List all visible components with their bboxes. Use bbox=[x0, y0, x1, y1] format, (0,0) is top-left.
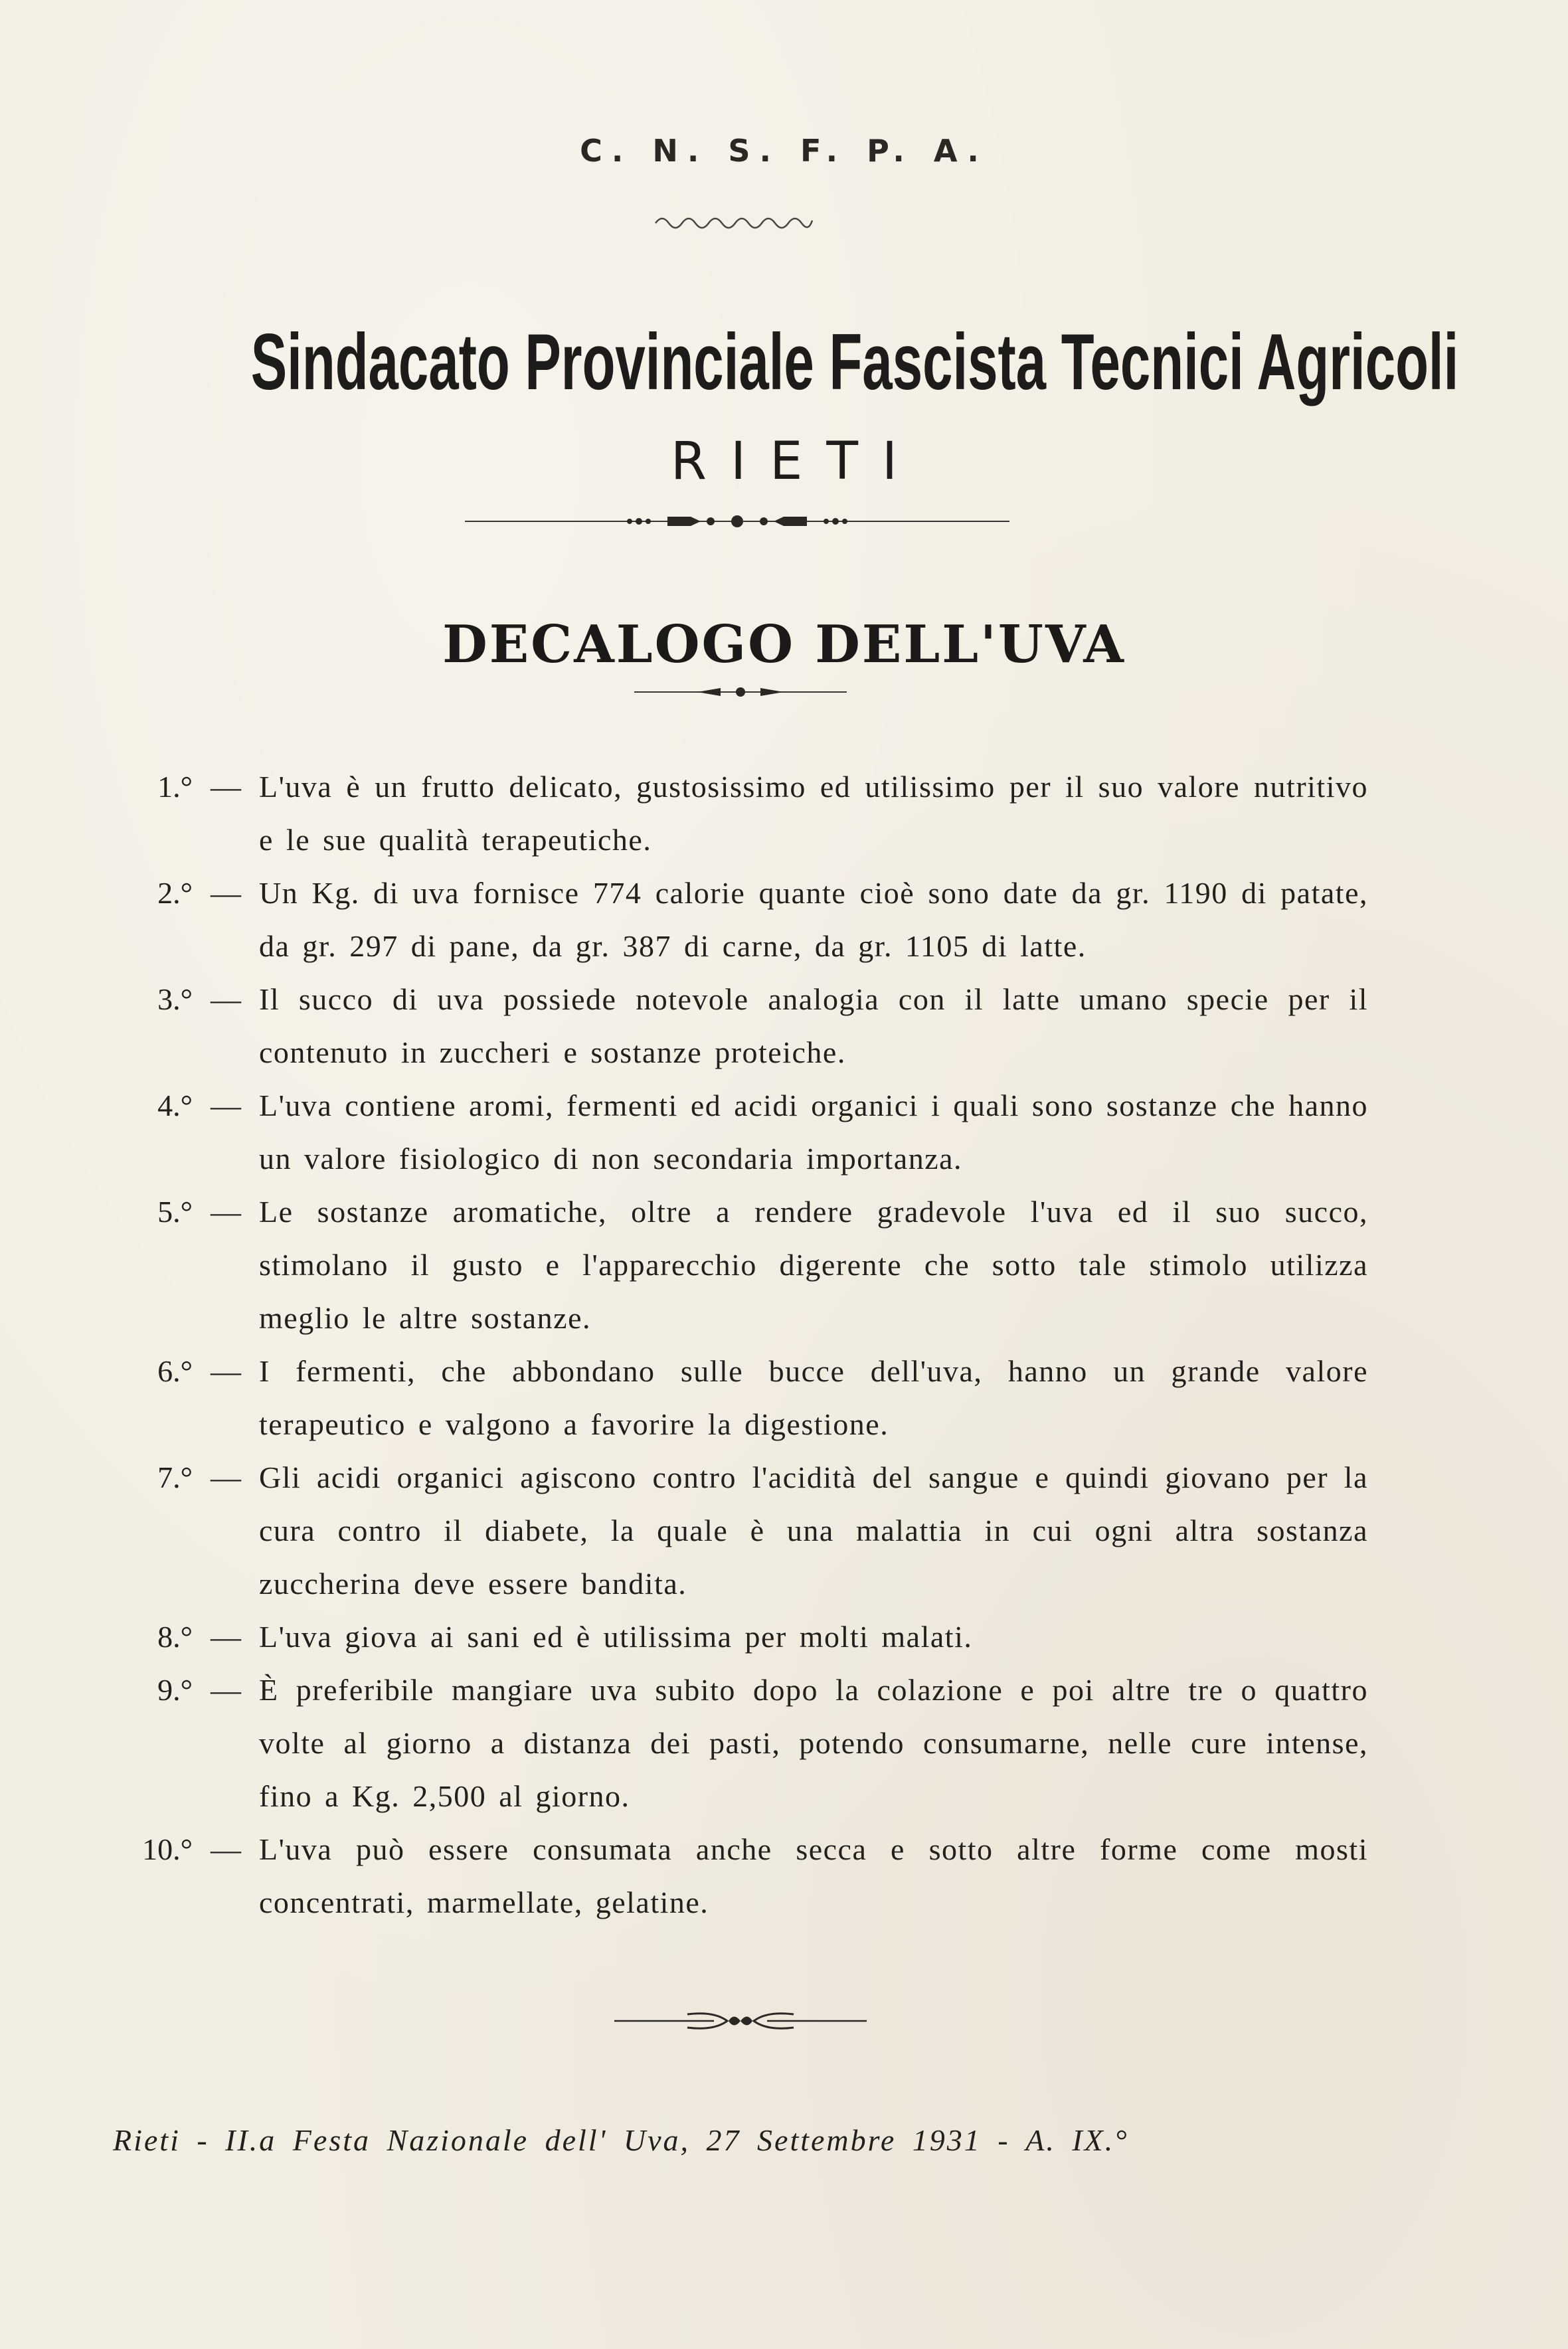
item-text: L'uva è un frutto delicato, gustosissimo ed utilissimo per il suo valore nutritivo e le sue qualità terapeutiche. bbox=[259, 770, 1368, 857]
item-dash: — bbox=[211, 1620, 241, 1654]
item-text: L'uva contiene aromi, fermenti ed acidi organici i quali sono sostanze che hanno un valore fisiologico di non secondaria importanza. bbox=[259, 1088, 1368, 1175]
footer-dateline: Rieti - II.a Festa Nazionale dell' Uva, 27 Settembre 1931 - A. IX.° bbox=[113, 2123, 1129, 2157]
rule-dot bbox=[707, 517, 715, 525]
item-number: 10.° bbox=[142, 1832, 193, 1866]
item-dash: — bbox=[211, 982, 241, 1016]
item-number: 3.° bbox=[157, 982, 193, 1016]
decalogue-list bbox=[100, 760, 1368, 1929]
list-item bbox=[100, 760, 1368, 867]
list-item bbox=[100, 867, 1368, 973]
item-text: L'uva giova ai sani ed è utilissima per molti malati. bbox=[259, 1620, 973, 1654]
item-text: L'uva può essere consumata anche secca e sotto altre forme come mosti concentrati, marmellate, gelatine. bbox=[259, 1832, 1368, 1919]
item-number: 1.° bbox=[157, 770, 193, 804]
item-text: I fermenti, che abbondano sulle bucce dell'uva, hanno un grande valore terapeutico e valgono a favorire la digestione. bbox=[259, 1354, 1368, 1441]
item-number: 6.° bbox=[157, 1354, 193, 1388]
list-item bbox=[100, 1451, 1368, 1610]
wave-ornament bbox=[654, 211, 814, 231]
list-item bbox=[100, 1664, 1368, 1823]
rule-dot bbox=[760, 517, 768, 525]
arrow-ornament bbox=[634, 684, 847, 700]
rule-ornament bbox=[465, 511, 1009, 531]
item-dash: — bbox=[211, 876, 241, 910]
list-item bbox=[100, 1079, 1368, 1185]
item-number: 8.° bbox=[157, 1620, 193, 1654]
item-text: Le sostanze aromatiche, oltre a rendere gradevole l'uva ed il suo succo, stimolano il gusto e l'apparecchio digerente che sotto tale stimolo utilizza meglio le altre sostanze. bbox=[259, 1195, 1368, 1335]
item-number: 9.° bbox=[157, 1673, 193, 1707]
city-name: RIETI bbox=[670, 432, 922, 491]
item-text: È preferibile mangiare uva subito dopo la colazione e poi altre tre o quattro volte al giorno a distanza dei pasti, potendo consumarne, nelle cure intense, fino a Kg. 2,500 al giorno. bbox=[259, 1673, 1368, 1813]
item-number: 4.° bbox=[157, 1088, 193, 1122]
list-item bbox=[100, 973, 1368, 1079]
rule-dot bbox=[636, 518, 642, 525]
item-dash: — bbox=[211, 1460, 241, 1494]
item-dash: — bbox=[211, 1354, 241, 1388]
list-item bbox=[100, 1345, 1368, 1451]
union-title: Sindacato Provinciale Fascista Tecnici Agricoli bbox=[250, 317, 1459, 406]
item-number: 2.° bbox=[157, 876, 193, 910]
list-item bbox=[100, 1823, 1368, 1929]
item-text: Gli acidi organici agiscono contro l'acidità del sangue e quindi giovano per la cura contro il diabete, la quale è una malattia in cui ogni altra sostanza zuccherina deve essere bandita. bbox=[259, 1460, 1368, 1601]
list-item bbox=[100, 1185, 1368, 1345]
item-text: Un Kg. di uva fornisce 774 calorie quante cioè sono date da gr. 1190 di patate, da gr. 297 di pane, da gr. 387 di carne, da gr. 1105 di latte. bbox=[259, 876, 1368, 963]
rule-dot bbox=[627, 519, 632, 524]
rule-dot bbox=[832, 518, 839, 525]
item-number: 5.° bbox=[157, 1195, 193, 1229]
decalogue-heading: DECALOGO DELL'UVA bbox=[442, 614, 1126, 675]
item-dash: — bbox=[211, 1088, 241, 1122]
item-dash: — bbox=[211, 1673, 241, 1707]
item-dash: — bbox=[211, 770, 241, 804]
item-dash: — bbox=[211, 1195, 241, 1229]
list-item bbox=[100, 1610, 1368, 1664]
item-dash: — bbox=[211, 1832, 241, 1866]
item-number: 7.° bbox=[157, 1460, 193, 1494]
rule-dot bbox=[842, 519, 847, 524]
rule-dot bbox=[646, 519, 651, 524]
arrow-dot bbox=[736, 687, 745, 697]
organization-acronym: C. N. S. F. P. A. bbox=[580, 133, 988, 169]
bottom-flourish-ornament bbox=[614, 2004, 867, 2038]
rule-dot bbox=[824, 519, 829, 524]
rule-dot bbox=[731, 515, 743, 527]
item-text: Il succo di uva possiede notevole analogia con il latte umano specie per il contenuto in zuccheri e sostanze proteiche. bbox=[259, 982, 1368, 1069]
